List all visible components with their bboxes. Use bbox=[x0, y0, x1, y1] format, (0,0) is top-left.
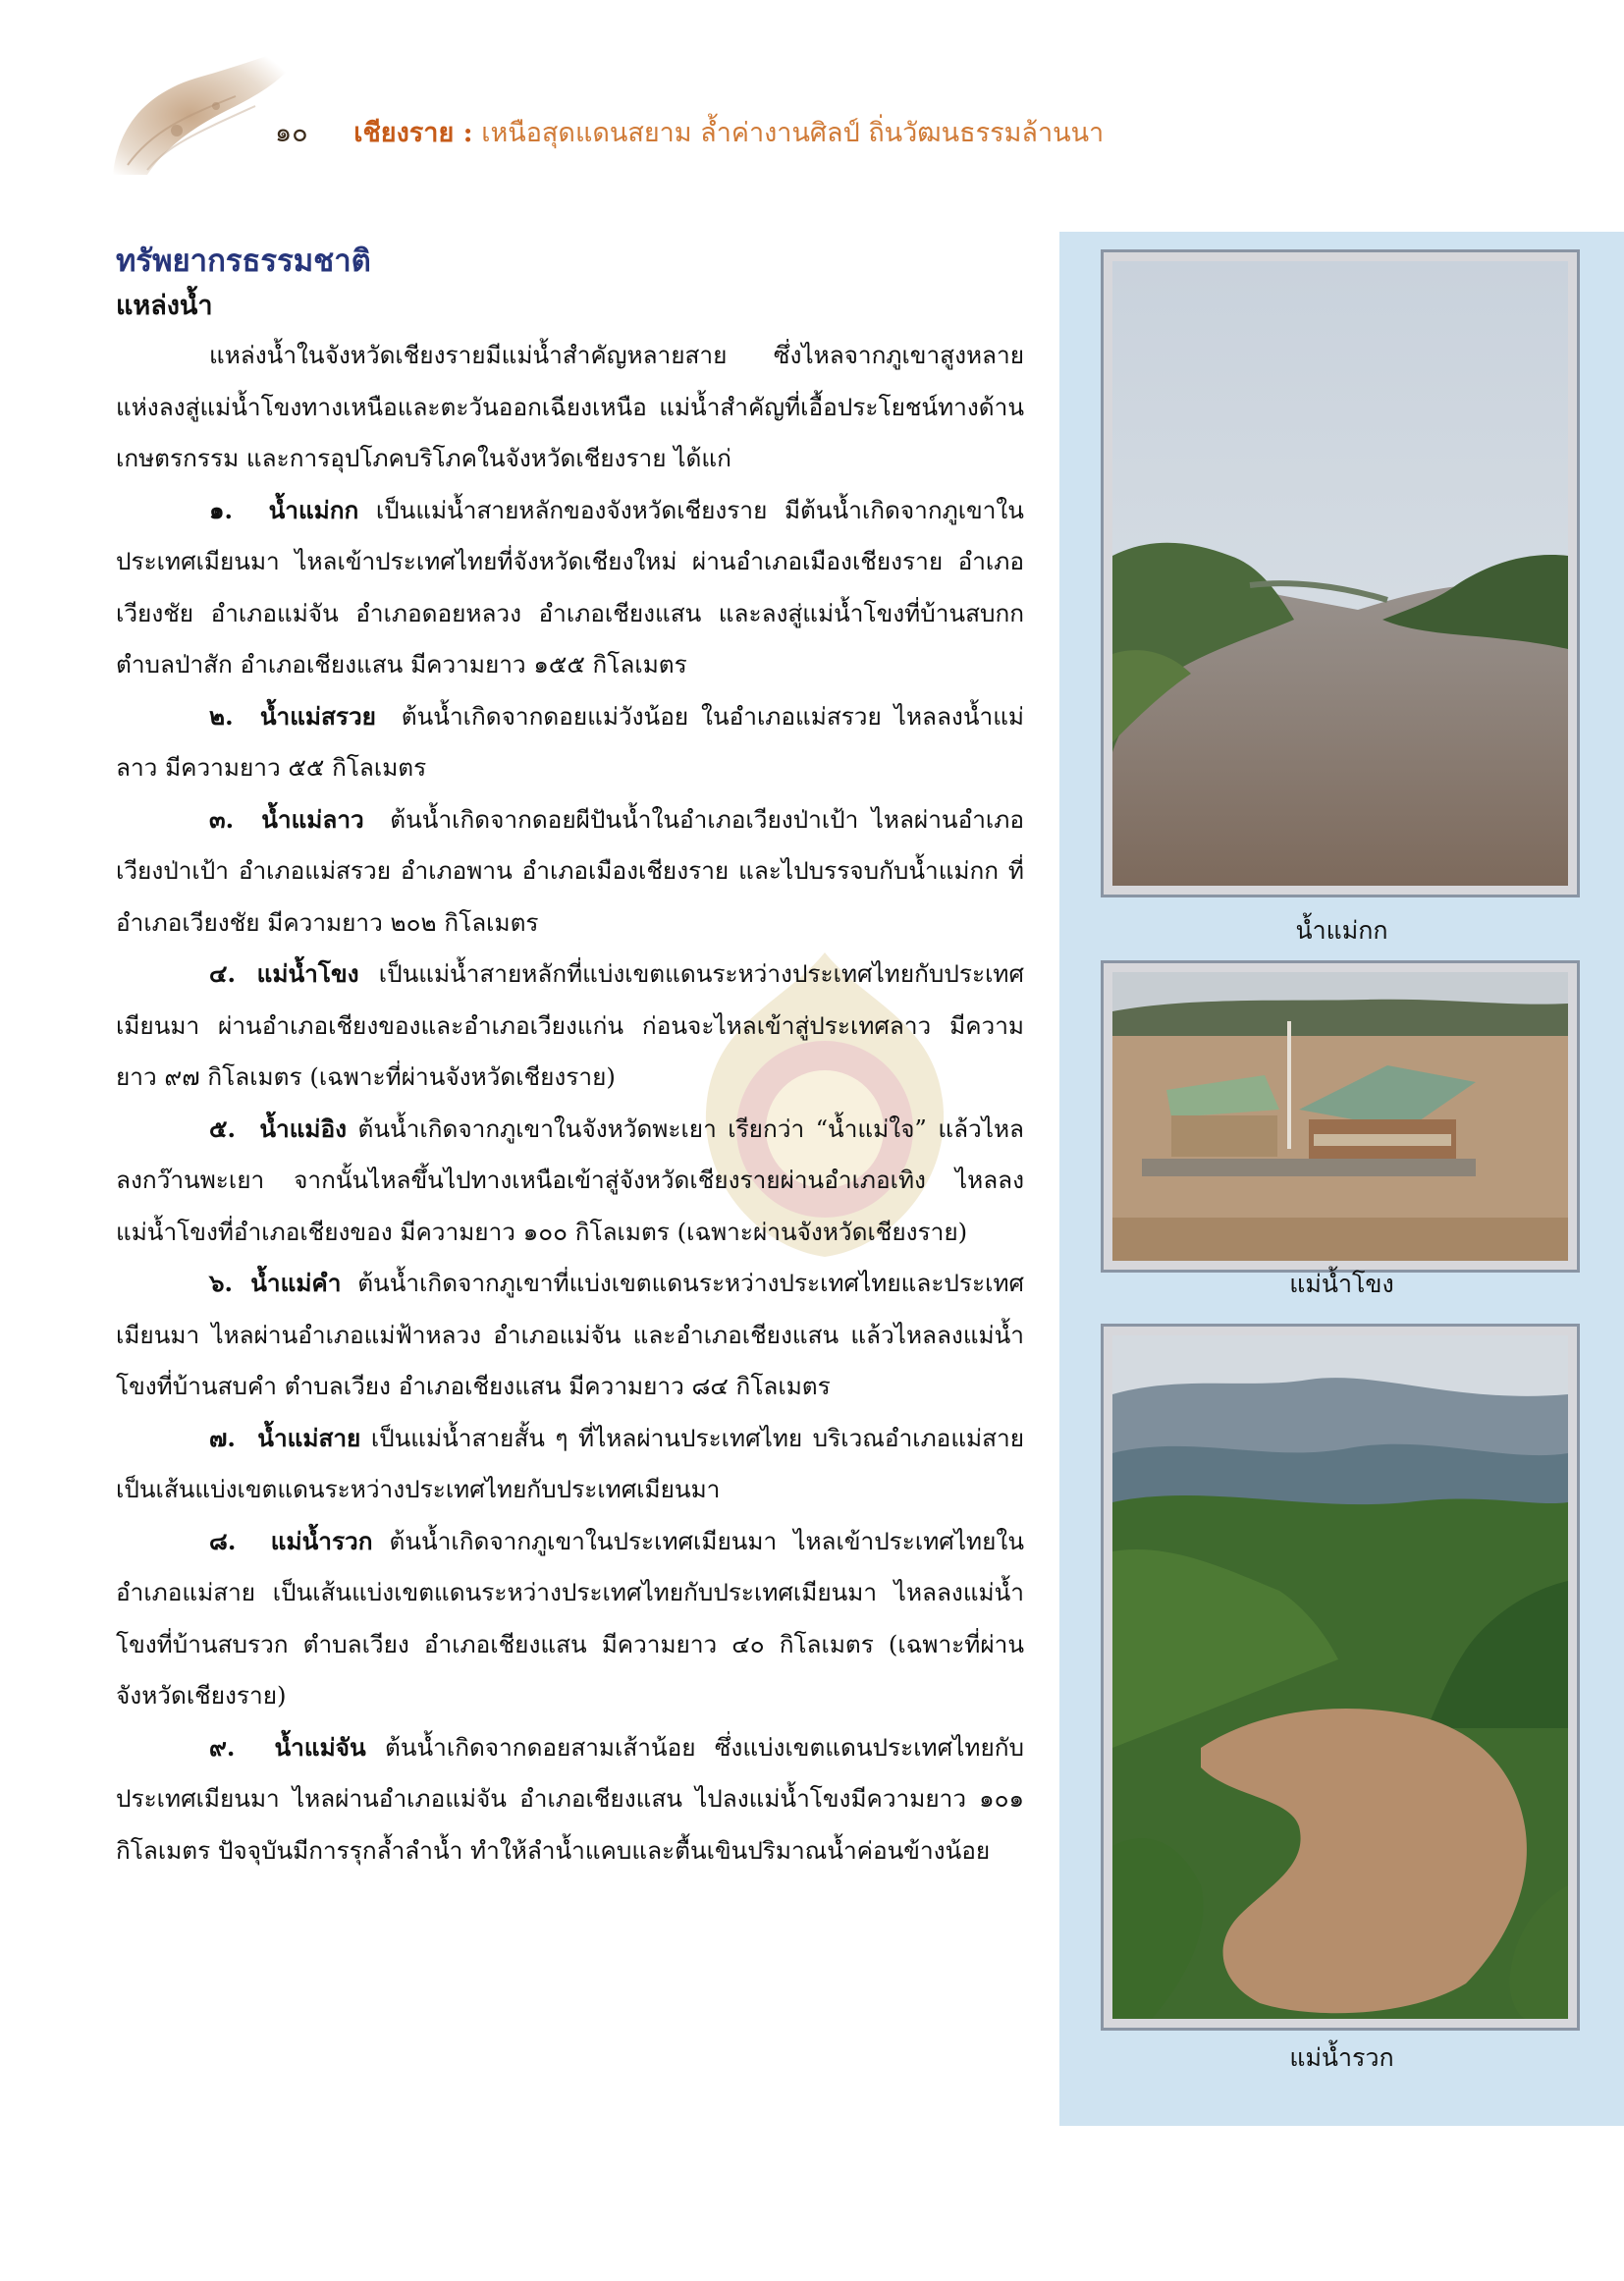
river-paragraph bbox=[116, 1413, 1024, 1516]
river-name: แม่น้ำโขง bbox=[256, 959, 359, 988]
river-paragraph bbox=[116, 794, 1024, 950]
river-description: เป็นแม่น้ำสายหลักที่แบ่งเขตแดนระหว่างประเทศไทยกับประเทศเมียนมา ผ่านอำเภอเชียงของและอำเภอเวียงแก่น ก่อนจะไหลเข้าสู่ประเทศลาว มีความยาว ๙๗ กิโลเมตร (เฉพาะที่ผ่านจังหวัดเชียงราย) bbox=[116, 959, 1024, 1091]
river-number: ๕. bbox=[209, 1113, 236, 1143]
river-name: น้ำแม่ลาว bbox=[261, 804, 364, 834]
river-description: ต้นน้ำเกิดจากดอยแม่วังน้อย ในอำเภอแม่สรวย ไหลลงน้ำแม่ลาว มีความยาว ๕๕ กิโลเมตร bbox=[116, 701, 1024, 782]
river-description: ต้นน้ำเกิดจากภูเขาที่แบ่งเขตแดนระหว่างประเทศไทยและประเทศเมียนมา ไหลผ่านอำเภอแม่ฟ้าหลวง อำเภอแม่จัน และอำเภอเชียงแสน แล้วไหลลงแม่น้ำโขงที่บ้านสบคำ ตำบลเวียง อำเภอเชียงแสน มีความยาว ๘๔ กิโลเมตร bbox=[116, 1269, 1024, 1400]
photo-frame bbox=[1101, 960, 1580, 1273]
river-name: น้ำแม่สาย bbox=[257, 1423, 361, 1452]
book-name: เชียงราย : bbox=[353, 118, 473, 148]
river-description: เป็นแม่น้ำสายหลักของจังหวัดเชียงราย มีต้นน้ำเกิดจากภูเขาในประเทศเมียนมา ไหลเข้าประเทศไทยที่จังหวัดเชียงใหม่ ผ่านอำเภอเมืองเชียงราย อำเภอเวียงชัย อำเภอแม่จัน อำเภอดอยหลวง อำเภอเชียงแสน และลงสู่แม่น้ำโขงที่บ้านสบกก ตำบลป่าสัก อำเภอเชียงแสน มีความยาว ๑๕๕ กิโลเมตร bbox=[116, 495, 1024, 679]
river-number: ๒. bbox=[209, 701, 234, 731]
river-paragraph bbox=[116, 1104, 1024, 1259]
river-photo-icon bbox=[1112, 261, 1568, 886]
river-paragraph bbox=[116, 691, 1024, 794]
river-description: ต้นน้ำเกิดจากภูเขาในประเทศเมียนมา ไหลเข้าประเทศไทยในอำเภอแม่สาย เป็นเส้นแบ่งเขตแดนระหว่างประเทศไทยกับประเทศเมียนมา ไหลลงแม่น้ำโขงที่บ้านสบรวก ตำบลเวียง อำเภอเชียงแสน มีความยาว ๔๐ กิโลเมตร (เฉพาะที่ผ่านจังหวัดเชียงราย) bbox=[116, 1526, 1024, 1710]
photo-caption: แม่น้ำโขง bbox=[1289, 1270, 1394, 1298]
page-header bbox=[108, 37, 1188, 185]
river-number: ๔. bbox=[209, 959, 236, 988]
river-description: ต้นน้ำเกิดจากภูเขาในจังหวัดพะเยา เรียกว่า “น้ำแม่ใจ” แล้วไหลลงกว๊านพะเยา จากนั้นไหลขึ้นไปทางเหนือเข้าสู่จังหวัดเชียงรายผ่านอำเภอเทิง ไหลลงแม่น้ำโขงที่อำเภอเชียงของ มีความยาว ๑๐๐ กิโลเมตร (เฉพาะผ่านจังหวัดเชียงราย) bbox=[116, 1113, 1024, 1246]
river-paragraph bbox=[116, 1516, 1024, 1722]
river-paragraph bbox=[116, 1722, 1024, 1877]
river-paragraph bbox=[116, 949, 1024, 1104]
book-subtitle: เหนือสุดแดนสยาม ล้ำค่างานศิลป์ ถิ่นวัฒนธรรมล้านนา bbox=[481, 118, 1105, 148]
river-number: ๘. bbox=[209, 1526, 237, 1555]
photo-side-panel bbox=[1059, 232, 1624, 2126]
river-paragraph bbox=[116, 485, 1024, 691]
river-number: ๖. bbox=[209, 1269, 233, 1297]
photo-caption: แม่น้ำรวก bbox=[1289, 2043, 1394, 2072]
river-number: ๑. bbox=[209, 495, 233, 524]
river-name: น้ำแม่กก bbox=[268, 495, 359, 524]
main-text-column bbox=[116, 238, 1024, 1876]
river-number: ๙. bbox=[209, 1732, 236, 1762]
river-number: ๗. bbox=[209, 1423, 236, 1452]
page-number: ๑๐ bbox=[275, 118, 308, 148]
river-paragraph bbox=[116, 1258, 1024, 1413]
river-number: ๓. bbox=[209, 804, 235, 834]
photo-frame bbox=[1101, 1324, 1580, 2031]
river-name: น้ำแม่สรวย bbox=[259, 701, 376, 731]
river-description: ต้นน้ำเกิดจากดอยผีปันน้ำในอำเภอเวียงป่าเป้า ไหลผ่านอำเภอเวียงป่าเป้า อำเภอแม่สรวย อำเภอพาน อำเภอเมืองเชียงราย และไปบรรจบกับน้ำแม่กก ที่อำเภอเวียงชัย มีความยาว ๒๐๒ กิโลเมตร bbox=[116, 804, 1024, 937]
subsection-title: แหล่งน้ำ bbox=[116, 291, 213, 321]
photo-caption: น้ำแม่กก bbox=[1295, 916, 1388, 945]
river-name: แม่น้ำรวก bbox=[270, 1526, 373, 1555]
intro-paragraph: แหล่งน้ำในจังหวัดเชียงรายมีแม่น้ำสำคัญหลายสาย ซึ่งไหลจากภูเขาสูงหลายแห่งลงสู่แม่น้ำโขงทางเหนือและตะวันออกเฉียงเหนือ แม่น้ำสำคัญที่เอื้อประโยชน์ทางด้านเกษตรกรรม และการอุปโภคบริโภคในจังหวัดเชียงราย ได้แก่ bbox=[116, 341, 1024, 472]
houseboat-photo-icon bbox=[1112, 972, 1568, 1261]
header-decoration-icon bbox=[108, 37, 319, 180]
river-description: ต้นน้ำเกิดจากดอยสามเส้าน้อย ซึ่งแบ่งเขตแดนประเทศไทยกับประเทศเมียนมา ไหลผ่านอำเภอแม่จัน อำเภอเชียงแสน ไปลงแม่น้ำโขงมีความยาว ๑๐๑ กิโลเมตร ปัจจุบันมีการรุกล้ำลำน้ำ ทำให้ลำน้ำแคบและตื้นเขินปริมาณน้ำค่อนข้างน้อย bbox=[116, 1732, 1024, 1865]
river-name: น้ำแม่อิง bbox=[259, 1113, 348, 1143]
river-name: น้ำแม่จัน bbox=[274, 1732, 366, 1762]
photo-frame bbox=[1101, 249, 1580, 897]
section-title: ทรัพยากรธรรมชาติ bbox=[116, 244, 371, 279]
river-name: น้ำแม่คำ bbox=[250, 1269, 342, 1297]
valley-river-photo-icon bbox=[1112, 1335, 1568, 2019]
header-title bbox=[275, 111, 1104, 153]
river-description: เป็นแม่น้ำสายสั้น ๆ ที่ไหลผ่านประเทศไทย บริเวณอำเภอแม่สาย เป็นเส้นแบ่งเขตแดนระหว่างประเทศไทยกับประเทศเมียนมา bbox=[116, 1423, 1024, 1503]
